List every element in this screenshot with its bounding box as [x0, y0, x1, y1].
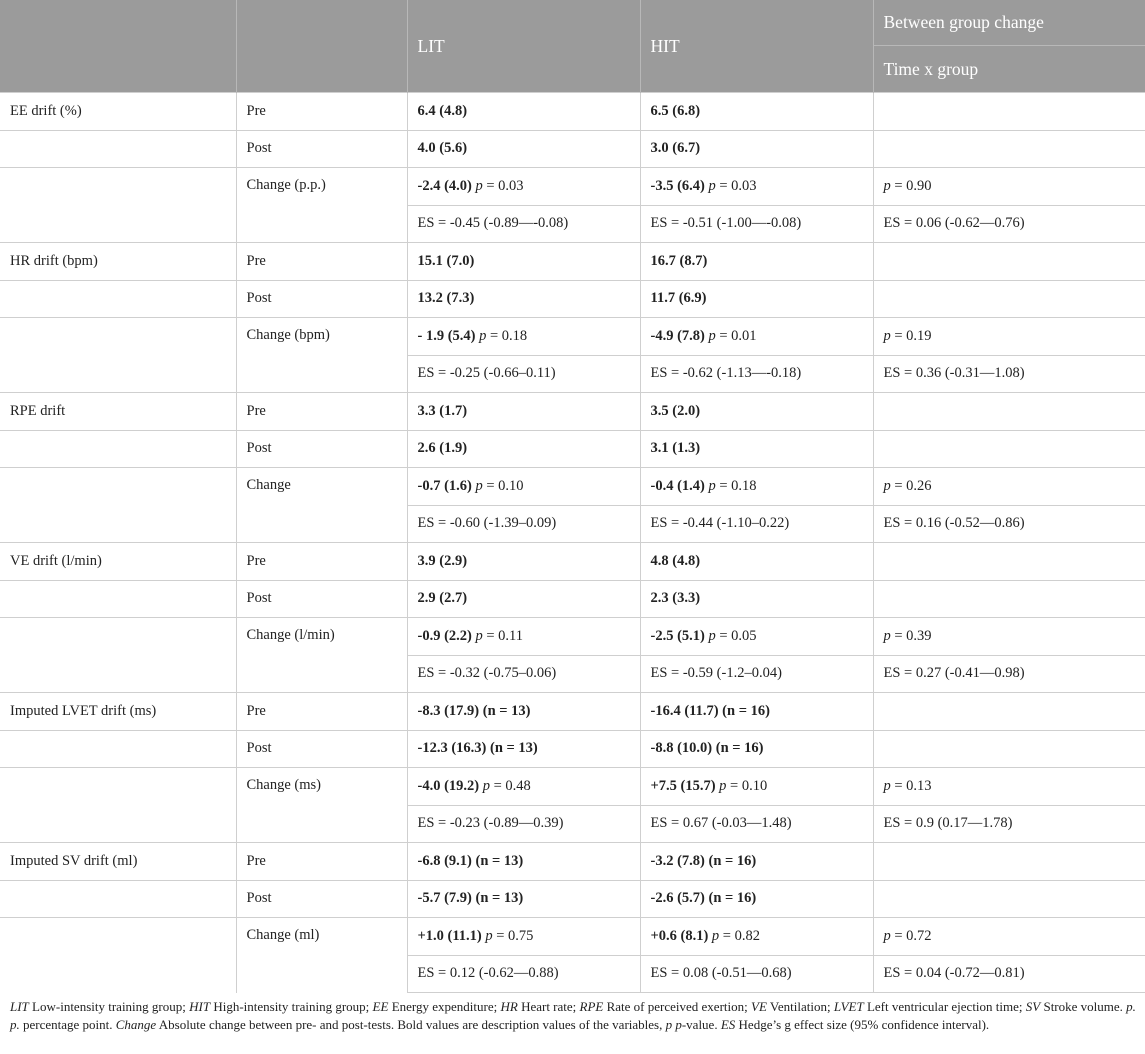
value-text: +0.6 (8.1)	[650, 927, 709, 944]
p-value: = 0.03	[486, 177, 524, 194]
footnote-p-def: -value.	[681, 1016, 721, 1032]
variable-label: EE drift (%)	[0, 93, 236, 131]
variable-label	[0, 168, 236, 243]
between-value	[873, 393, 1145, 431]
timepoint-label: Pre	[236, 93, 407, 131]
between-effect-size: ES = 0.04 (-0.72—0.81)	[873, 955, 1145, 993]
footnote-pp-def: percentage point.	[19, 1016, 116, 1032]
table-row	[0, 693, 1145, 731]
footnote-change-abbr: Change	[115, 1016, 157, 1032]
p-symbol: p	[482, 777, 490, 794]
hit-value: 6.5 (6.8)	[640, 93, 873, 131]
table-row	[0, 318, 1145, 356]
p-value: = 0.48	[493, 777, 531, 794]
hit-value: -8.8 (10.0) (n = 16)	[640, 730, 873, 768]
p-value: = 0.75	[496, 927, 534, 944]
lit-value: -5.7 (7.9) (n = 13)	[407, 880, 640, 918]
table-row	[0, 168, 1145, 206]
variable-label	[0, 468, 236, 543]
variable-label	[0, 580, 236, 618]
lit-effect-size: ES = -0.25 (-0.66–0.11)	[407, 355, 640, 393]
timepoint-label: Change (l/min)	[236, 618, 407, 693]
footnote-change-def: Absolute change between pre- and post-tests. Bold values are description values of the variables,	[156, 1016, 666, 1032]
value-text: -2.4 (4.0)	[417, 177, 472, 194]
footnote-hr-def: Heart rate;	[517, 999, 580, 1014]
between-value	[873, 693, 1145, 731]
hit-value: 2.3 (3.3)	[640, 580, 873, 618]
timepoint-label: Pre	[236, 543, 407, 581]
value-text: -0.7 (1.6)	[417, 477, 472, 494]
value-text: -3.5 (6.4)	[650, 177, 705, 194]
p-symbol: p	[475, 177, 483, 194]
p-value: = 0.05	[719, 627, 757, 644]
timepoint-label: Change (ml)	[236, 918, 407, 993]
table-row	[0, 430, 1145, 468]
timepoint-label: Change (bpm)	[236, 318, 407, 393]
footnote-p2-abbr: p	[675, 1016, 682, 1032]
variable-label	[0, 918, 236, 993]
between-value	[873, 880, 1145, 918]
footnote-lit-def: Low-intensity training group;	[28, 999, 190, 1014]
between-change	[873, 768, 1145, 806]
p-value: = 0.01	[719, 327, 757, 344]
between-value	[873, 580, 1145, 618]
footnote-ve-def: Ventilation;	[766, 999, 834, 1014]
footnote-es-def: Hedge’s g effect size (95% confidence interval).	[735, 1016, 990, 1032]
lit-change	[407, 318, 640, 356]
header-hit: HIT	[640, 0, 873, 93]
timepoint-label: Post	[236, 730, 407, 768]
variable-label	[0, 130, 236, 168]
value-text: -0.4 (1.4)	[650, 477, 705, 494]
hit-change	[640, 918, 873, 956]
lit-change	[407, 768, 640, 806]
footnote-sv-abbr: SV	[1025, 999, 1041, 1014]
p-symbol: p	[883, 327, 891, 344]
table-row	[0, 130, 1145, 168]
table-row	[0, 768, 1145, 806]
between-change	[873, 618, 1145, 656]
timepoint-label: Pre	[236, 843, 407, 881]
value-text: -4.0 (19.2)	[417, 777, 480, 794]
hit-effect-size: ES = 0.67 (-0.03—1.48)	[640, 805, 873, 843]
lit-value: -6.8 (9.1) (n = 13)	[407, 843, 640, 881]
lit-value: 2.6 (1.9)	[407, 430, 640, 468]
p-value: = 0.26	[894, 477, 932, 494]
p-symbol: p	[883, 627, 891, 644]
timepoint-label: Post	[236, 580, 407, 618]
timepoint-label: Change (p.p.)	[236, 168, 407, 243]
between-value	[873, 843, 1145, 881]
table-footnote	[0, 993, 1145, 1033]
footnote-rpe-abbr: RPE	[579, 999, 604, 1014]
footnote-ve-abbr: VE	[751, 999, 767, 1014]
hit-effect-size: ES = -0.44 (-1.10–0.22)	[640, 505, 873, 543]
p-symbol: p	[475, 477, 483, 494]
variable-label: RPE drift	[0, 393, 236, 431]
p-symbol: p	[708, 627, 716, 644]
between-value	[873, 130, 1145, 168]
header-lit: LIT	[407, 0, 640, 93]
timepoint-label: Post	[236, 130, 407, 168]
hit-value: -16.4 (11.7) (n = 16)	[640, 693, 873, 731]
footnote-lit-abbr: LIT	[10, 999, 29, 1014]
p-symbol: p	[883, 477, 891, 494]
footnote-p-abbr: p	[665, 1016, 673, 1032]
value-text: +7.5 (15.7)	[650, 777, 716, 794]
between-effect-size: ES = 0.06 (-0.62—0.76)	[873, 205, 1145, 243]
lit-change	[407, 468, 640, 506]
footnote-hit-abbr: HIT	[189, 999, 211, 1014]
between-value	[873, 93, 1145, 131]
table-row	[0, 93, 1145, 131]
lit-value: 3.3 (1.7)	[407, 393, 640, 431]
table-row	[0, 280, 1145, 318]
table-row	[0, 243, 1145, 281]
p-value: = 0.90	[894, 177, 932, 194]
table-header	[0, 0, 1145, 93]
hit-effect-size: ES = 0.08 (-0.51—0.68)	[640, 955, 873, 993]
between-value	[873, 543, 1145, 581]
hit-effect-size: ES = -0.51 (-1.00—-0.08)	[640, 205, 873, 243]
footnote-sv-def: Stroke volume.	[1040, 999, 1127, 1014]
hit-effect-size: ES = -0.62 (-1.13—-0.18)	[640, 355, 873, 393]
lit-effect-size: ES = -0.23 (-0.89—0.39)	[407, 805, 640, 843]
table-row	[0, 393, 1145, 431]
footnote-es-abbr: ES	[720, 1016, 736, 1032]
p-value: = 0.72	[894, 927, 932, 944]
table-row	[0, 880, 1145, 918]
between-change	[873, 318, 1145, 356]
variable-label: VE drift (l/min)	[0, 543, 236, 581]
lit-value: -12.3 (16.3) (n = 13)	[407, 730, 640, 768]
footnote-lvet-abbr: LVET	[833, 999, 864, 1014]
hit-value: -3.2 (7.8) (n = 16)	[640, 843, 873, 881]
variable-label	[0, 280, 236, 318]
p-symbol: p	[711, 927, 720, 944]
variable-label: HR drift (bpm)	[0, 243, 236, 281]
variable-label	[0, 318, 236, 393]
variable-label	[0, 618, 236, 693]
hit-value: 4.8 (4.8)	[640, 543, 873, 581]
table-row	[0, 730, 1145, 768]
lit-change	[407, 918, 640, 956]
hit-value: 3.5 (2.0)	[640, 393, 873, 431]
timepoint-label: Pre	[236, 243, 407, 281]
p-value: = 0.10	[486, 477, 524, 494]
value-text: - 1.9 (5.4)	[417, 327, 476, 344]
hit-change	[640, 618, 873, 656]
footnote-ee-abbr: EE	[372, 999, 389, 1014]
between-effect-size: ES = 0.16 (-0.52—0.86)	[873, 505, 1145, 543]
p-symbol: p	[883, 777, 891, 794]
footnote-rpe-def: Rate of perceived exertion;	[603, 999, 751, 1014]
variable-label: Imputed LVET drift (ms)	[0, 693, 236, 731]
p-value: = 0.18	[490, 327, 528, 344]
hit-effect-size: ES = -0.59 (-1.2–0.04)	[640, 655, 873, 693]
hit-change	[640, 318, 873, 356]
variable-label	[0, 768, 236, 843]
lit-change	[407, 168, 640, 206]
lit-effect-size: ES = -0.32 (-0.75–0.06)	[407, 655, 640, 693]
hit-value: -2.6 (5.7) (n = 16)	[640, 880, 873, 918]
footnote-hr-abbr: HR	[500, 999, 518, 1014]
lit-effect-size: ES = -0.60 (-1.39–0.09)	[407, 505, 640, 543]
p-symbol: p	[883, 927, 891, 944]
between-change	[873, 918, 1145, 956]
lit-change	[407, 618, 640, 656]
lit-effect-size: ES = -0.45 (-0.89—-0.08)	[407, 205, 640, 243]
value-text: -0.9 (2.2)	[417, 627, 472, 644]
p-symbol: p	[883, 177, 891, 194]
timepoint-label: Post	[236, 430, 407, 468]
between-effect-size: ES = 0.36 (-0.31—1.08)	[873, 355, 1145, 393]
table-row	[0, 843, 1145, 881]
table-row	[0, 580, 1145, 618]
header-variable	[0, 0, 236, 93]
p-symbol: p	[485, 927, 493, 944]
timepoint-label: Change (ms)	[236, 768, 407, 843]
between-effect-size: ES = 0.27 (-0.41—0.98)	[873, 655, 1145, 693]
timepoint-label: Pre	[236, 393, 407, 431]
p-symbol: p	[708, 477, 716, 494]
timepoint-label: Post	[236, 280, 407, 318]
between-effect-size: ES = 0.9 (0.17—1.78)	[873, 805, 1145, 843]
p-symbol: p	[708, 177, 716, 194]
p-symbol: p	[719, 777, 727, 794]
timepoint-label: Post	[236, 880, 407, 918]
p-value: = 0.39	[894, 627, 932, 644]
variable-label	[0, 430, 236, 468]
p-value: = 0.18	[719, 477, 757, 494]
timepoint-label: Pre	[236, 693, 407, 731]
header-time-group: Time x group	[873, 46, 1145, 93]
variable-label	[0, 730, 236, 768]
table-row	[0, 543, 1145, 581]
footnote-lvet-def: Left ventricular ejection time;	[863, 999, 1026, 1014]
table-row	[0, 468, 1145, 506]
footnote-hit-def: High-intensity training group;	[210, 999, 373, 1014]
footnote-pp-abbr: p. p.	[10, 999, 1136, 1032]
timepoint-label: Change	[236, 468, 407, 543]
lit-value: -8.3 (17.9) (n = 13)	[407, 693, 640, 731]
table-row	[0, 618, 1145, 656]
hit-change	[640, 168, 873, 206]
variable-label: Imputed SV drift (ml)	[0, 843, 236, 881]
value-text: -2.5 (5.1)	[650, 627, 705, 644]
hit-value: 3.0 (6.7)	[640, 130, 873, 168]
hit-value: 11.7 (6.9)	[640, 280, 873, 318]
variable-label	[0, 880, 236, 918]
hit-change	[640, 468, 873, 506]
between-value	[873, 430, 1145, 468]
between-value	[873, 730, 1145, 768]
lit-value: 13.2 (7.3)	[407, 280, 640, 318]
value-text: +1.0 (11.1)	[417, 927, 482, 944]
between-value	[873, 243, 1145, 281]
table-row	[0, 918, 1145, 956]
p-value: = 0.10	[730, 777, 768, 794]
value-text: -4.9 (7.8)	[650, 327, 705, 344]
p-symbol: p	[708, 327, 716, 344]
between-value	[873, 280, 1145, 318]
hit-change	[640, 768, 873, 806]
hit-value: 16.7 (8.7)	[640, 243, 873, 281]
p-symbol: p	[475, 627, 483, 644]
p-symbol: p	[479, 327, 487, 344]
table-body	[0, 93, 1145, 993]
lit-effect-size: ES = 0.12 (-0.62—0.88)	[407, 955, 640, 993]
header-timepoint	[236, 0, 407, 93]
footnote-ee-def: Energy expenditure;	[388, 999, 501, 1014]
lit-value: 15.1 (7.0)	[407, 243, 640, 281]
p-value: = 0.11	[486, 627, 524, 644]
lit-value: 6.4 (4.8)	[407, 93, 640, 131]
p-value: = 0.03	[719, 177, 757, 194]
p-value: = 0.13	[894, 777, 932, 794]
lit-value: 3.9 (2.9)	[407, 543, 640, 581]
p-value: = 0.82	[722, 927, 760, 944]
hit-value: 3.1 (1.3)	[640, 430, 873, 468]
p-value: = 0.19	[894, 327, 932, 344]
lit-value: 2.9 (2.7)	[407, 580, 640, 618]
lit-value: 4.0 (5.6)	[407, 130, 640, 168]
between-change	[873, 168, 1145, 206]
between-change	[873, 468, 1145, 506]
header-between-group: Between group change	[873, 0, 1145, 46]
